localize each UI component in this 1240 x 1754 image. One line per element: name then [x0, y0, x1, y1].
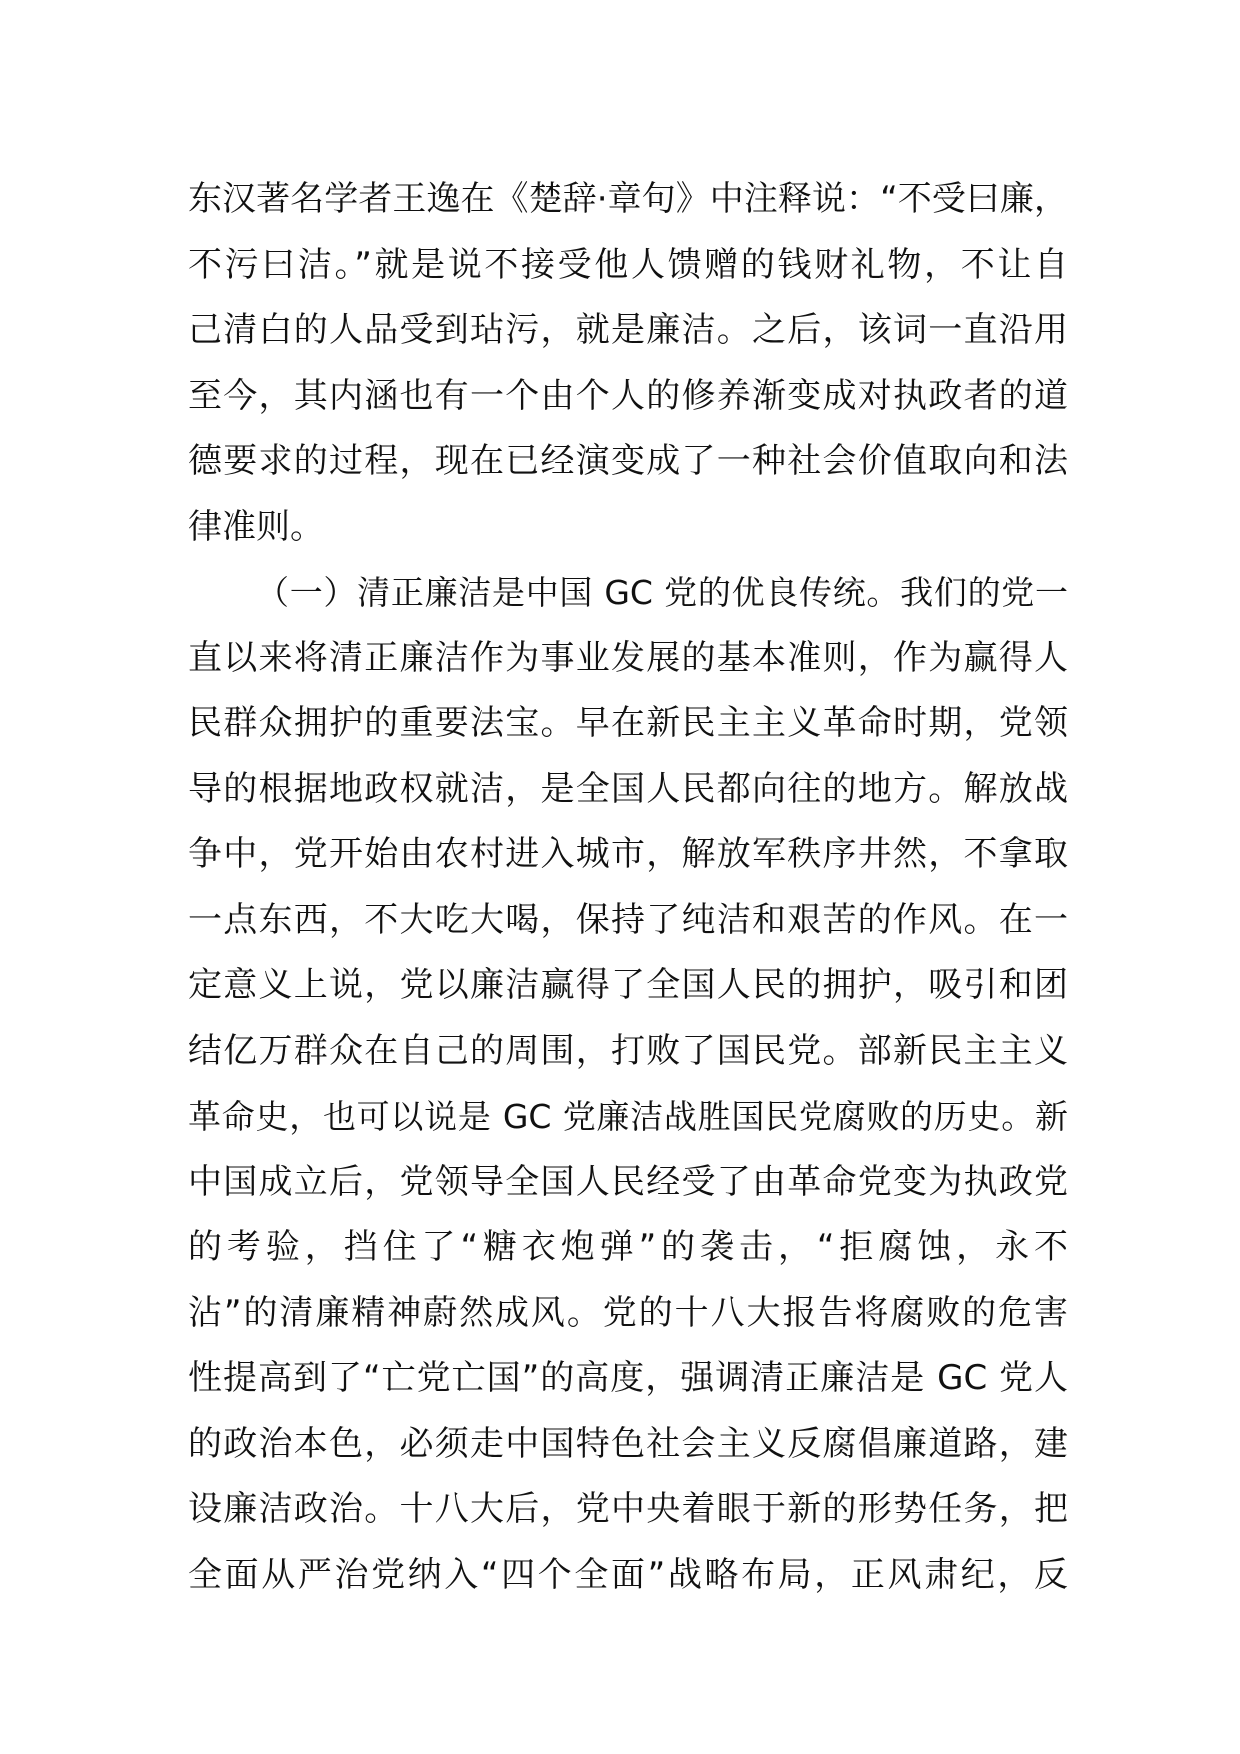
text-line: 沾”的清廉精神蔚然成风。党的十八大报告将腐败的危害 — [188, 1292, 1068, 1333]
text-line: 性提高到了“亡党亡国”的高度，强调清正廉洁是 GC 党人 — [188, 1358, 1068, 1398]
text-line: 的政治本色，必须走中国特色社会主义反腐倡廉道路，建 — [188, 1423, 1068, 1464]
text-line: 设廉洁政治。十八大后，党中央着眼于新的形势任务，把 — [188, 1489, 1068, 1529]
text-line: 导的根据地政权就洁，是全国人民都向往的地方。解放战 — [188, 768, 1068, 809]
text-line: 民群众拥护的重要法宝。早在新民主主义革命时期，党领 — [188, 703, 1068, 743]
text-line: 革命史，也可以说是 GC 党廉洁战胜国民党腐败的历史。新 — [188, 1097, 1068, 1136]
text-line: 结亿万群众在自己的周围，打败了国民党。部新民主主义 — [188, 1030, 1068, 1071]
text-line: 争中，党开始由农村进入城市，解放军秩序井然，不拿取 — [188, 834, 1068, 874]
text-line: 东汉著名学者王逸在《楚辞·章句》中注释说：“不受曰廉， — [188, 179, 1068, 219]
text-line: 一点东西，不大吃大喝，保持了纯洁和艰苦的作风。在一 — [188, 899, 1068, 940]
text-line: 不污曰洁。”就是说不接受他人馈赠的钱财礼物，不让自 — [188, 244, 1068, 285]
paragraph-heading-line: （一）清正廉洁是中国 GC 党的优良传统。我们的党一 — [256, 573, 1068, 612]
text-line: 律准则。 — [188, 506, 324, 547]
text-line: 至今，其内涵也有一个由个人的修养渐变成对执政者的道 — [188, 375, 1068, 416]
text-line: 己清白的人品受到玷污，就是廉洁。之后，该词一直沿用 — [188, 310, 1068, 350]
body-text — [188, 167, 1068, 1608]
text-line: 的考验，挡住了“糖衣炮弹”的袭击，“拒腐蚀，永不 — [188, 1227, 1068, 1267]
text-line: 中国成立后，党领导全国人民经受了由革命党变为执政党 — [188, 1161, 1068, 1202]
text-line: 直以来将清正廉洁作为事业发展的基本准则，作为赢得人 — [188, 637, 1068, 678]
text-line: 德要求的过程，现在已经演变成了一种社会价值取向和法 — [188, 441, 1068, 481]
text-line: 全面从严治党纳入“四个全面”战略布局，正风肃纪，反 — [188, 1554, 1068, 1595]
text-line: 定意义上说，党以廉洁赢得了全国人民的拥护，吸引和团 — [188, 965, 1068, 1005]
